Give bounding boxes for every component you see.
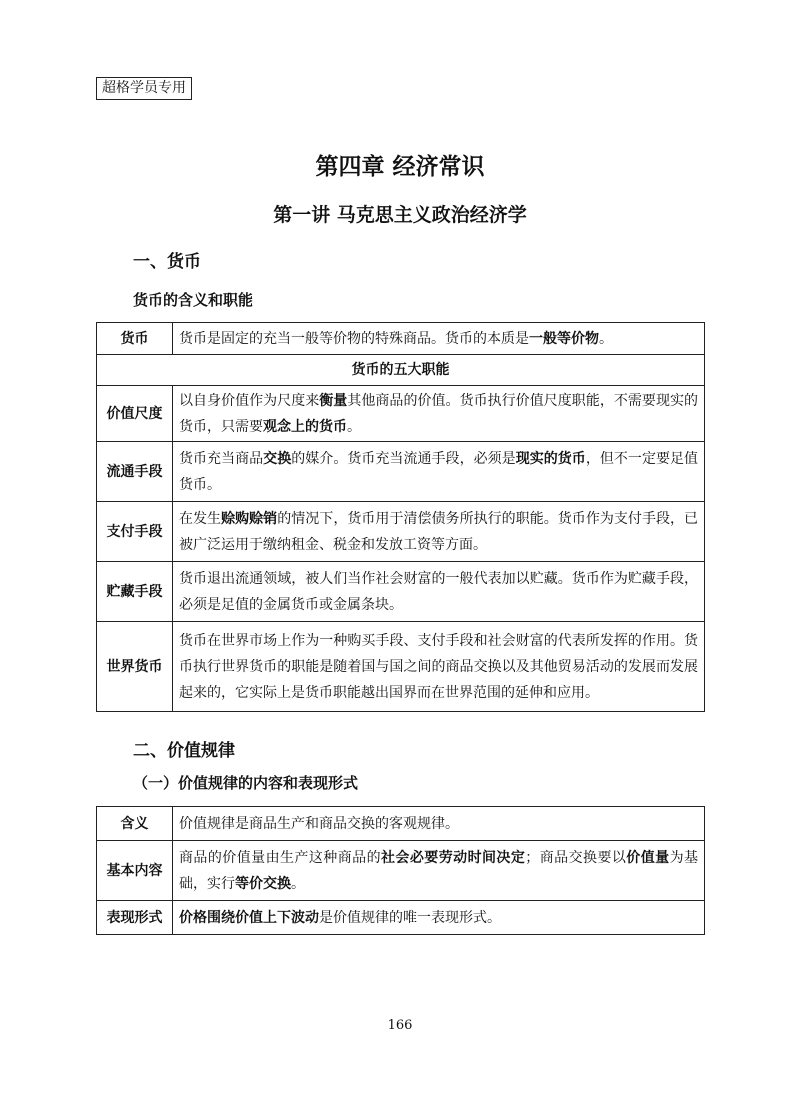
row-content: 以自身价值作为尺度来衡量其他商品的价值。货币执行价值尺度职能，不需要现实的货币，只需要观念上的货币。 xyxy=(173,386,705,442)
row-label: 货币 xyxy=(97,323,173,355)
row-label: 世界货币 xyxy=(97,622,173,712)
student-only-badge: 超格学员专用 xyxy=(96,77,192,100)
row-label: 流通手段 xyxy=(97,442,173,502)
table-row xyxy=(97,901,705,935)
functions-header: 货币的五大职能 xyxy=(97,355,705,386)
row-label: 基本内容 xyxy=(97,841,173,901)
table-row xyxy=(97,442,705,502)
section-heading-law-of-value: 二、价值规律 xyxy=(133,741,235,761)
row-label: 贮藏手段 xyxy=(97,562,173,622)
row-label: 含义 xyxy=(97,807,173,841)
row-content: 在发生赊购赊销的情况下，货币用于清偿债务所执行的职能。货币作为支付手段，已被广泛运用于缴纳租金、税金和发放工资等方面。 xyxy=(173,502,705,562)
row-content: 货币充当商品交换的媒介。货币充当流通手段，必须是现实的货币，但不一定要足值货币。 xyxy=(173,442,705,502)
row-content: 货币退出流通领域，被人们当作社会财富的一般代表加以贮藏。货币作为贮藏手段，必须是足值的金属货币或金属条块。 xyxy=(173,562,705,622)
table-row xyxy=(97,562,705,622)
table-row xyxy=(97,323,705,355)
page-number: 166 xyxy=(387,1018,413,1033)
chapter-title: 第四章 经济常识 xyxy=(315,154,485,180)
row-content: 商品的价值量由生产这种商品的社会必要劳动时间决定；商品交换要以价值量为基础，实行等价交换。 xyxy=(173,841,705,901)
subheading-law-of-value: （一）价值规律的内容和表现形式 xyxy=(133,774,359,792)
row-content: 价值规律是商品生产和商品交换的客观规律。 xyxy=(173,807,705,841)
row-content: 货币是固定的充当一般等价物的特殊商品。货币的本质是一般等价物。 xyxy=(173,323,705,355)
row-content: 价格围绕价值上下波动是价值规律的唯一表现形式。 xyxy=(173,901,705,935)
lecture-title: 第一讲 马克思主义政治经济学 xyxy=(273,204,527,226)
row-label: 价值尺度 xyxy=(97,386,173,442)
row-label: 表现形式 xyxy=(97,901,173,935)
subheading-currency-functions: 货币的含义和职能 xyxy=(133,291,254,309)
law-of-value-table xyxy=(96,806,705,935)
currency-table xyxy=(96,322,705,712)
table-row xyxy=(97,841,705,901)
table-row xyxy=(97,355,705,386)
section-heading-currency: 一、货币 xyxy=(133,252,201,272)
row-content: 货币在世界市场上作为一种购买手段、支付手段和社会财富的代表所发挥的作用。货币执行世界货币的职能是随着国与国之间的商品交换以及其他贸易活动的发展而发展起来的，它实际上是货币职能越出国界而在世界范围的延伸和应用。 xyxy=(173,622,705,712)
table-row xyxy=(97,502,705,562)
row-label: 支付手段 xyxy=(97,502,173,562)
table-row xyxy=(97,386,705,442)
table-row xyxy=(97,622,705,712)
table-row xyxy=(97,807,705,841)
